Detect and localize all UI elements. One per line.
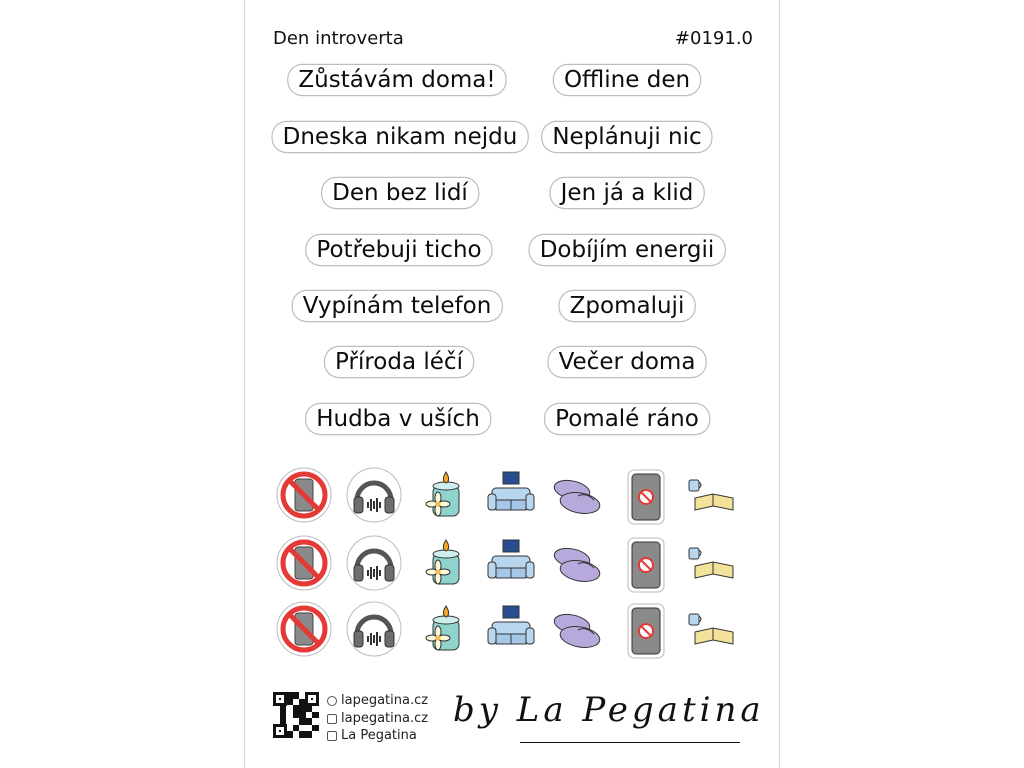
phrase-sticker: Neplánuji nic — [542, 122, 711, 152]
book-tea-icon — [685, 606, 741, 652]
headphones-icon — [345, 534, 403, 592]
footer-instagram — [327, 711, 428, 726]
slippers-icon — [548, 466, 610, 524]
qr-code-icon — [273, 692, 319, 738]
signature: by La Pegatina — [453, 690, 765, 730]
facebook-icon — [327, 731, 337, 741]
globe-icon — [327, 696, 337, 706]
phrase-sticker: Hudba v uších — [306, 404, 490, 434]
phrase-sticker: Pomalé ráno — [545, 404, 709, 434]
phrase-sticker: Dobíjím energii — [530, 235, 725, 265]
phrase-sticker: Jen já a klid — [551, 178, 704, 208]
sofa-icon — [482, 466, 540, 524]
phrase-sticker: Potřebuji ticho — [306, 235, 491, 265]
phrase-sticker: Zpomaluji — [560, 291, 695, 321]
phrase-sticker: Den bez lidí — [322, 178, 478, 208]
book-tea-icon — [685, 540, 741, 586]
phone-off-icon — [622, 534, 670, 596]
instagram-icon — [327, 714, 337, 724]
no-phone-icon — [275, 534, 333, 592]
book-tea-icon — [685, 472, 741, 518]
phrase-sticker: Příroda léčí — [325, 347, 473, 377]
footer-facebook-text: La Pegatina — [341, 728, 417, 743]
signature-underline — [520, 742, 740, 743]
no-phone-icon — [275, 466, 333, 524]
candle-icon — [415, 534, 473, 592]
phrase-sticker: Offline den — [554, 65, 700, 95]
phrase-sticker: Vypínám telefon — [293, 291, 502, 321]
footer-web-text: lapegatina.cz — [341, 693, 429, 708]
slippers-icon — [548, 534, 610, 592]
phone-off-icon — [622, 600, 670, 662]
phone-off-icon — [622, 466, 670, 528]
sticker-sheet — [244, 0, 780, 768]
sheet-code: #0191.0 — [674, 28, 753, 49]
no-phone-icon — [275, 600, 333, 658]
sofa-icon — [482, 600, 540, 658]
slippers-icon — [548, 600, 610, 658]
candle-icon — [415, 600, 473, 658]
footer-instagram-text: lapegatina.cz — [341, 711, 429, 726]
phrase-sticker: Večer doma — [549, 347, 706, 377]
phrase-sticker: Zůstávám doma! — [288, 65, 505, 95]
headphones-icon — [345, 466, 403, 524]
candle-icon — [415, 466, 473, 524]
headphones-icon — [345, 600, 403, 658]
sofa-icon — [482, 534, 540, 592]
footer-web — [327, 693, 428, 708]
sheet-title: Den introverta — [273, 28, 404, 49]
phrase-sticker: Dneska nikam nejdu — [273, 122, 528, 152]
footer-facebook — [327, 728, 417, 743]
